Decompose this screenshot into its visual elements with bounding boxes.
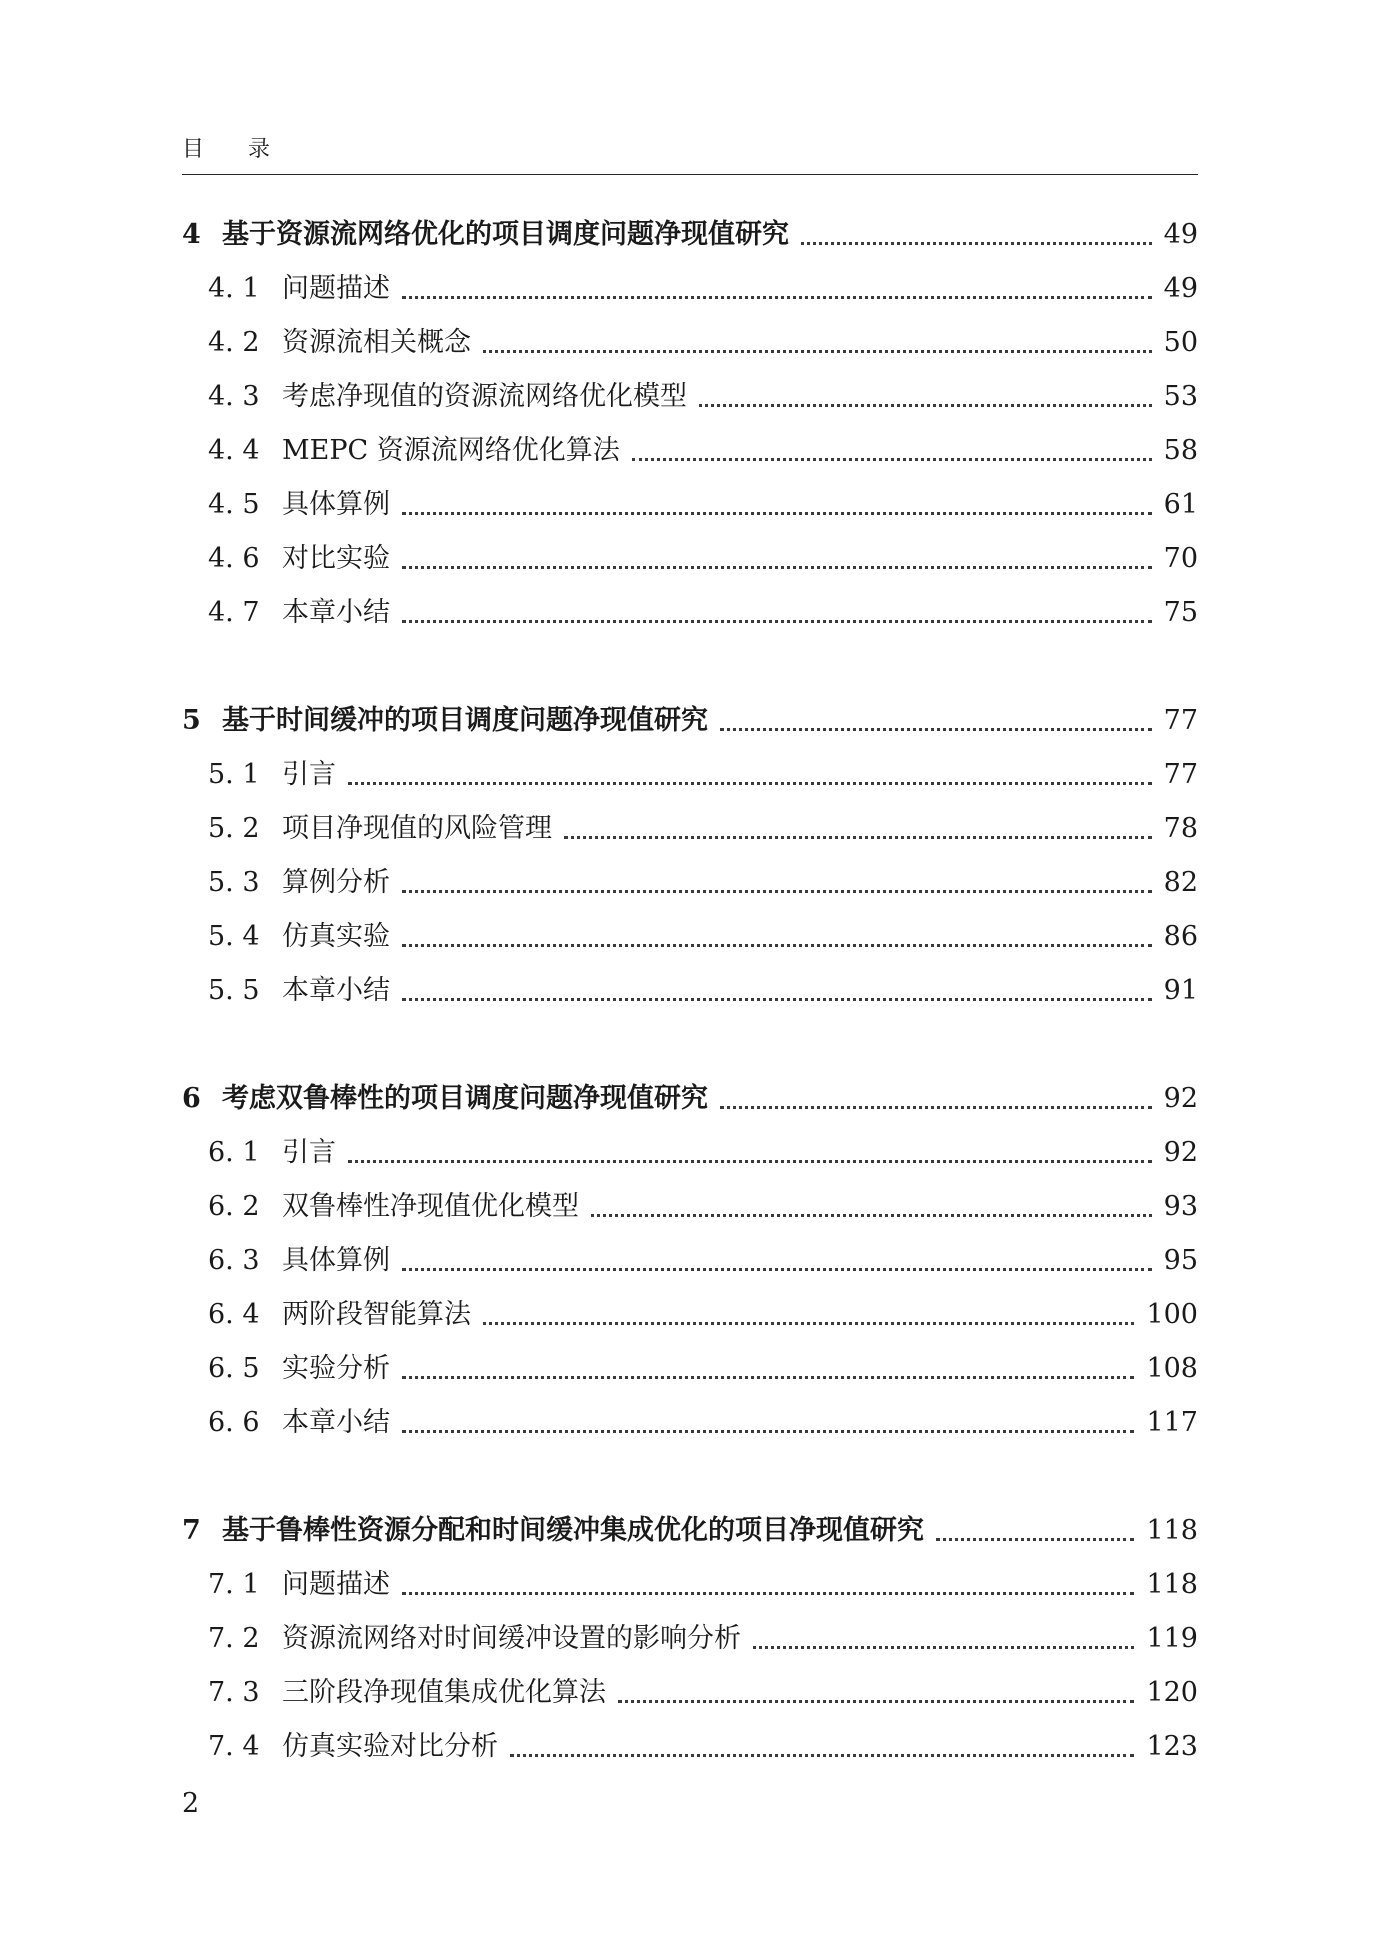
- toc-section-entry-page: 53: [1163, 381, 1198, 412]
- toc-section-entry-title: 问题描述: [282, 273, 390, 304]
- toc-section-entry-page: 61: [1163, 489, 1198, 520]
- dot-leader: [402, 562, 1152, 569]
- toc-section-entry-title: 具体算例: [282, 489, 390, 520]
- toc-chapter-entry-title: 考虑双鲁棒性的项目调度问题净现值研究: [222, 1083, 708, 1114]
- toc-section-entry-title: 引言: [282, 1137, 336, 1168]
- dot-leader: [348, 1156, 1152, 1163]
- dot-leader: [402, 994, 1152, 1001]
- toc-section-entry-page: 95: [1163, 1245, 1198, 1276]
- dot-leader: [483, 346, 1152, 353]
- dot-leader: [801, 238, 1152, 245]
- toc-section-entry-page: 123: [1146, 1731, 1198, 1762]
- toc-section-entry[interactable]: [182, 910, 1198, 964]
- toc-section-entry-page: 70: [1163, 543, 1198, 574]
- toc-section-entry-number: 6. 3: [208, 1245, 260, 1276]
- toc-chapter-entry-number: 6: [182, 1083, 201, 1114]
- toc-section-entry-title: 具体算例: [282, 1245, 390, 1276]
- dot-leader: [402, 616, 1152, 623]
- table-of-contents: [182, 208, 1198, 1828]
- toc-section-entry-page: 49: [1163, 273, 1198, 304]
- toc-section-entry-title: 仿真实验: [282, 921, 390, 952]
- toc-section-entry[interactable]: [182, 532, 1198, 586]
- page-number: 2: [182, 1788, 200, 1819]
- toc-chapter: [182, 694, 1198, 1018]
- toc-chapter-entry-page: 77: [1163, 705, 1198, 736]
- toc-section-entry-number: 7. 1: [208, 1569, 260, 1600]
- toc-section-entry-number: 4. 1: [208, 273, 260, 304]
- toc-section-entry[interactable]: [182, 370, 1198, 424]
- toc-section-entry-title: 仿真实验对比分析: [282, 1731, 498, 1762]
- toc-section-entry-title: 本章小结: [282, 1407, 390, 1438]
- dot-leader: [510, 1750, 1134, 1757]
- dot-leader: [348, 778, 1152, 785]
- toc-chapter-entry-number: 7: [182, 1515, 201, 1546]
- toc-section-entry-page: 119: [1146, 1623, 1198, 1654]
- toc-chapter-entry-title: 基于鲁棒性资源分配和时间缓冲集成优化的项目净现值研究: [222, 1515, 924, 1546]
- page-header: [182, 128, 1198, 175]
- toc-section-entry[interactable]: [182, 802, 1198, 856]
- toc-chapter: [182, 1504, 1198, 1774]
- toc-section-entry-number: 6. 2: [208, 1191, 260, 1222]
- header-title: 目 录: [182, 137, 271, 162]
- toc-section-entry-title: 本章小结: [282, 597, 390, 628]
- toc-chapter-entry[interactable]: [182, 1072, 1198, 1126]
- dot-leader: [618, 1696, 1134, 1703]
- toc-section-entry-page: 92: [1163, 1137, 1198, 1168]
- dot-leader: [402, 1264, 1152, 1271]
- toc-section-entry-page: 86: [1163, 921, 1198, 952]
- toc-section-entry-title: 两阶段智能算法: [282, 1299, 471, 1330]
- toc-section-entry[interactable]: [182, 1342, 1198, 1396]
- dot-leader: [402, 1372, 1134, 1379]
- dot-leader: [632, 454, 1152, 461]
- toc-section-entry-page: 91: [1163, 975, 1198, 1006]
- toc-section-entry[interactable]: [182, 1558, 1198, 1612]
- toc-section-entry-page: 78: [1163, 813, 1198, 844]
- dot-leader: [402, 292, 1152, 299]
- toc-section-entry-title: 项目净现值的风险管理: [282, 813, 552, 844]
- toc-section-entry[interactable]: [182, 1180, 1198, 1234]
- toc-section-entry-number: 4. 4: [208, 435, 260, 466]
- toc-section-entry-page: 50: [1163, 327, 1198, 358]
- toc-chapter: [182, 208, 1198, 640]
- toc-section-entry-number: 6. 1: [208, 1137, 260, 1168]
- toc-section-entry-title: MEPC 资源流网络优化算法: [282, 435, 620, 466]
- toc-section-entry-number: 6. 5: [208, 1353, 260, 1384]
- toc-chapter-entry-title: 基于时间缓冲的项目调度问题净现值研究: [222, 705, 708, 736]
- dot-leader: [720, 1102, 1152, 1109]
- toc-chapter-entry-page: 49: [1163, 219, 1198, 250]
- toc-chapter-entry[interactable]: [182, 208, 1198, 262]
- toc-section-entry-page: 82: [1163, 867, 1198, 898]
- toc-section-entry-number: 4. 3: [208, 381, 260, 412]
- toc-section-entry-number: 5. 4: [208, 921, 260, 952]
- toc-section-entry-page: 120: [1146, 1677, 1198, 1708]
- dot-leader: [564, 832, 1152, 839]
- toc-section-entry-page: 117: [1146, 1407, 1198, 1438]
- toc-chapter-entry[interactable]: [182, 1504, 1198, 1558]
- toc-section-entry[interactable]: [182, 1288, 1198, 1342]
- toc-section-entry-number: 7. 3: [208, 1677, 260, 1708]
- dot-leader: [402, 1426, 1134, 1433]
- toc-section-entry-page: 100: [1146, 1299, 1198, 1330]
- toc-section-entry-title: 问题描述: [282, 1569, 390, 1600]
- toc-section-entry-title: 考虑净现值的资源流网络优化模型: [282, 381, 687, 412]
- toc-section-entry-number: 6. 4: [208, 1299, 260, 1330]
- toc-section-entry-title: 资源流网络对时间缓冲设置的影响分析: [282, 1623, 741, 1654]
- toc-section-entry-number: 5. 1: [208, 759, 260, 790]
- toc-section-entry-number: 6. 6: [208, 1407, 260, 1438]
- toc-section-entry-page: 118: [1146, 1569, 1198, 1600]
- toc-section-entry-title: 引言: [282, 759, 336, 790]
- toc-section-entry-title: 双鲁棒性净现值优化模型: [282, 1191, 579, 1222]
- toc-section-entry-title: 资源流相关概念: [282, 327, 471, 358]
- toc-section-entry-number: 5. 2: [208, 813, 260, 844]
- dot-leader: [402, 940, 1152, 947]
- toc-chapter-entry-number: 5: [182, 705, 201, 736]
- toc-section-entry[interactable]: [182, 1666, 1198, 1720]
- toc-chapter-entry[interactable]: [182, 694, 1198, 748]
- toc-chapter-entry-title: 基于资源流网络优化的项目调度问题净现值研究: [222, 219, 789, 250]
- toc-section-entry[interactable]: [182, 262, 1198, 316]
- toc-section-entry-page: 77: [1163, 759, 1198, 790]
- toc-section-entry-number: 4. 2: [208, 327, 260, 358]
- toc-section-entry[interactable]: [182, 424, 1198, 478]
- toc-chapter-entry-page: 92: [1163, 1083, 1198, 1114]
- toc-section-entry[interactable]: [182, 478, 1198, 532]
- dot-leader: [402, 508, 1152, 515]
- dot-leader: [753, 1642, 1134, 1649]
- dot-leader: [402, 1588, 1134, 1595]
- toc-section-entry[interactable]: [182, 856, 1198, 910]
- dot-leader: [483, 1318, 1134, 1325]
- dot-leader: [936, 1534, 1134, 1541]
- toc-section-entry-title: 对比实验: [282, 543, 390, 574]
- dot-leader: [402, 886, 1152, 893]
- dot-leader: [591, 1210, 1152, 1217]
- toc-section-entry[interactable]: [182, 964, 1198, 1018]
- toc-section-entry[interactable]: [182, 1720, 1198, 1774]
- toc-section-entry-number: 4. 5: [208, 489, 260, 520]
- toc-section-entry-page: 93: [1163, 1191, 1198, 1222]
- toc-section-entry-title: 三阶段净现值集成优化算法: [282, 1677, 606, 1708]
- toc-section-entry-page: 75: [1163, 597, 1198, 628]
- toc-section-entry[interactable]: [182, 1612, 1198, 1666]
- dot-leader: [699, 400, 1152, 407]
- toc-section-entry[interactable]: [182, 1234, 1198, 1288]
- toc-section-entry-title: 实验分析: [282, 1353, 390, 1384]
- toc-section-entry-number: 4. 6: [208, 543, 260, 574]
- toc-chapter-entry-number: 4: [182, 219, 201, 250]
- toc-section-entry-number: 5. 3: [208, 867, 260, 898]
- toc-section-entry[interactable]: [182, 1396, 1198, 1450]
- toc-chapter: [182, 1072, 1198, 1450]
- toc-section-entry[interactable]: [182, 748, 1198, 802]
- toc-section-entry[interactable]: [182, 586, 1198, 640]
- toc-section-entry[interactable]: [182, 1126, 1198, 1180]
- toc-section-entry[interactable]: [182, 316, 1198, 370]
- toc-section-entry-title: 算例分析: [282, 867, 390, 898]
- toc-section-entry-number: 7. 2: [208, 1623, 260, 1654]
- toc-section-entry-number: 5. 5: [208, 975, 260, 1006]
- toc-section-entry-title: 本章小结: [282, 975, 390, 1006]
- toc-section-entry-number: 7. 4: [208, 1731, 260, 1762]
- toc-chapter-entry-page: 118: [1146, 1515, 1198, 1546]
- toc-section-entry-page: 108: [1146, 1353, 1198, 1384]
- toc-section-entry-number: 4. 7: [208, 597, 260, 628]
- dot-leader: [720, 724, 1152, 731]
- toc-section-entry-page: 58: [1163, 435, 1198, 466]
